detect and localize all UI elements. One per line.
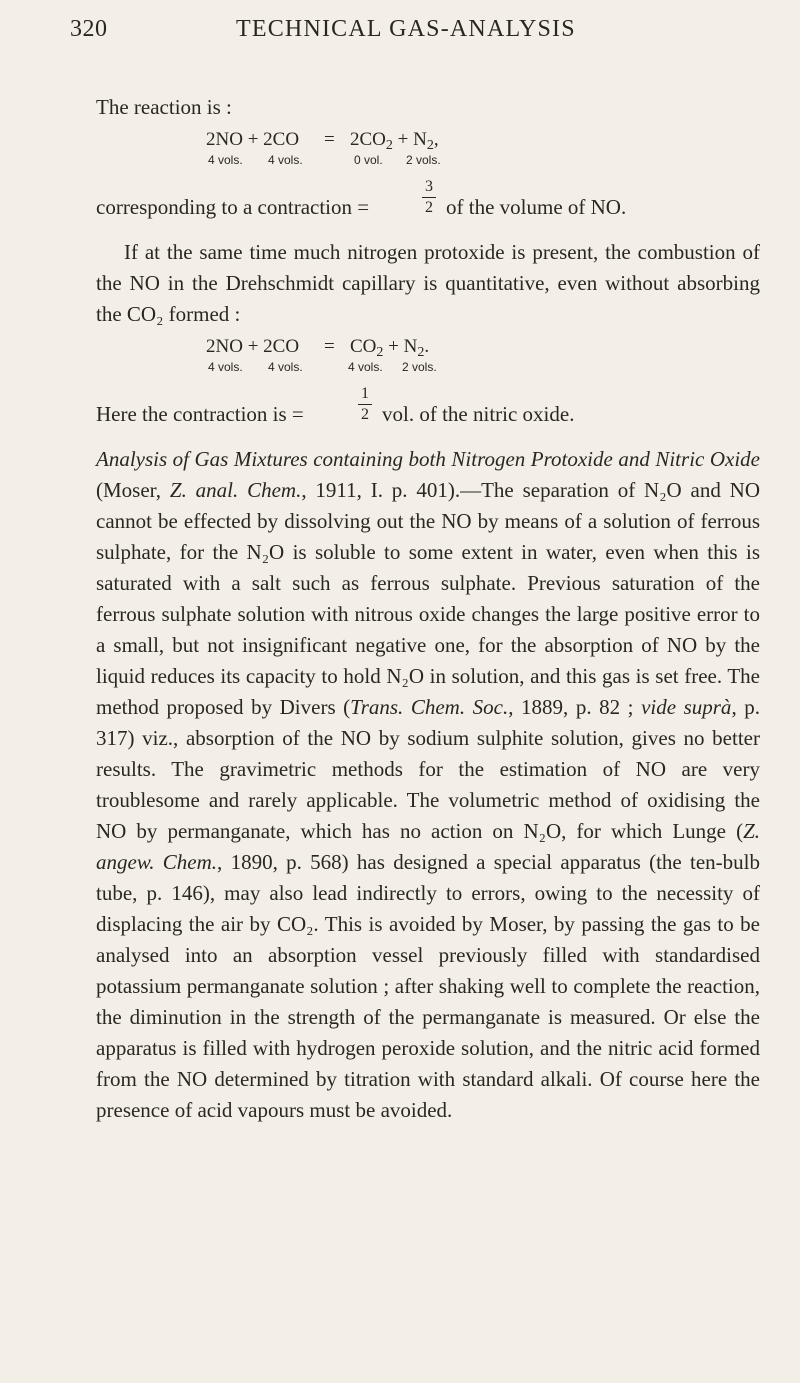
contraction-2-prefix: Here the contraction is = — [96, 402, 304, 426]
journal-ref: Z. anal. Chem. — [169, 478, 302, 502]
paragraph-1: If at the same time much nitrogen protoxide is present, the combustion of the NO in the Drehschmidt capillary is quantitative, even without absorbing the CO₂ formed : — [96, 240, 760, 326]
equation-2-equals: = — [324, 336, 335, 357]
equation-1-vol-3: 0 vol. — [354, 153, 383, 167]
page-header — [70, 16, 770, 56]
fraction-denominator: 2 — [361, 406, 369, 423]
paragraph-2: Analysis of Gas Mixtures containing both Nitrogen Protoxide and Nitric Oxide (Moser, Z. anal. Chem., 1911, I. p. 401).—The separation of N₂O and NO cannot be effected by dissolving out the NO by means of a solution of ferrous sulphate, for the N₂O is soluble to some extent in water, even when this is saturated with a salt such as ferrous sulphate. Previous saturation of the ferrous sulphate solution with nitrous oxide changes the large positive error to a small, but not insignificant negative one, for the absorption of NO by the liquid reduces its capacity to hold N₂O in solution, and this gas is set free. The method proposed by Divers (Trans. Chem. Soc., 1889, p. 82 ; vide suprà, p. 317) viz., absorption of the NO by sodium sulphite solution, gives no better results. The gravimetric methods for the estimation of NO are very troublesome and rarely applicable. The volumetric method of oxidising the NO by permanganate, which has no action on N₂O, for which Lunge (Z. angew. Chem., 1890, p. 568) has designed a special apparatus (the ten-bulb tube, p. 146), may also lead indirectly to errors, owing to the necessity of displacing the air by CO₂. This is avoided by Moser, by passing the gas to be analysed into an absorption vessel previously filled with standardised potassium permanganate solution ; after shaking well to complete the reaction, the diminution in the strength of the permanganate is measured. Or else the apparatus is filled with hydrogen peroxide solution, and the nitric acid formed from the NO determined by titration with standard alkali. Of course here the presence of acid vapours must be avoided. — [96, 447, 761, 1122]
equation-1-vol-2: 4 vols. — [268, 153, 303, 167]
equation-1-lhs: 2NO + 2CO — [206, 129, 300, 150]
contraction-2-fraction — [358, 384, 372, 425]
equation-2-vol-3: 4 vols. — [348, 360, 383, 374]
page-number: 320 — [70, 16, 108, 42]
running-head: TECHNICAL GAS-ANALYSIS — [236, 16, 576, 42]
contraction-2 — [96, 382, 760, 444]
equation-2-vol-4: 2 vols. — [402, 360, 437, 374]
equation-2 — [206, 336, 760, 382]
equation-1-vol-1: 4 vols. — [208, 153, 243, 167]
fraction-numerator: 1 — [358, 384, 372, 405]
equation-2-rhs: $CO_2 + N_2$. — [350, 336, 430, 360]
fraction-numerator: 3 — [422, 177, 436, 198]
intro-line: The reaction is : — [96, 95, 232, 119]
equation-1-rhs: $2CO_2 + N_2$, — [350, 129, 439, 153]
contraction-1-fraction — [422, 177, 436, 218]
journal-ref: Trans. Chem. Soc. — [350, 695, 509, 719]
equation-1-vol-4: 2 vols. — [406, 153, 441, 167]
section-heading: Analysis of Gas Mixtures containing both Nitrogen Protoxide and Nitric Oxide — [96, 447, 760, 471]
equation-2-vol-2: 4 vols. — [268, 360, 303, 374]
equation-2-lhs: 2NO + 2CO — [206, 336, 300, 357]
page-body — [96, 92, 760, 1126]
contraction-2-suffix: vol. of the nitric oxide. — [382, 402, 575, 426]
journal-ref: Z. angew. Chem. — [96, 819, 760, 874]
cross-ref: vide suprà — [641, 695, 732, 719]
equation-1-equals: = — [324, 129, 335, 150]
fraction-denominator: 2 — [425, 199, 433, 216]
contraction-1 — [96, 175, 760, 237]
contraction-1-prefix: corresponding to a contraction = — [96, 195, 370, 219]
contraction-1-suffix: of the volume of NO. — [446, 195, 627, 219]
equation-2-vol-1: 4 vols. — [208, 360, 243, 374]
equation-1 — [206, 129, 760, 175]
